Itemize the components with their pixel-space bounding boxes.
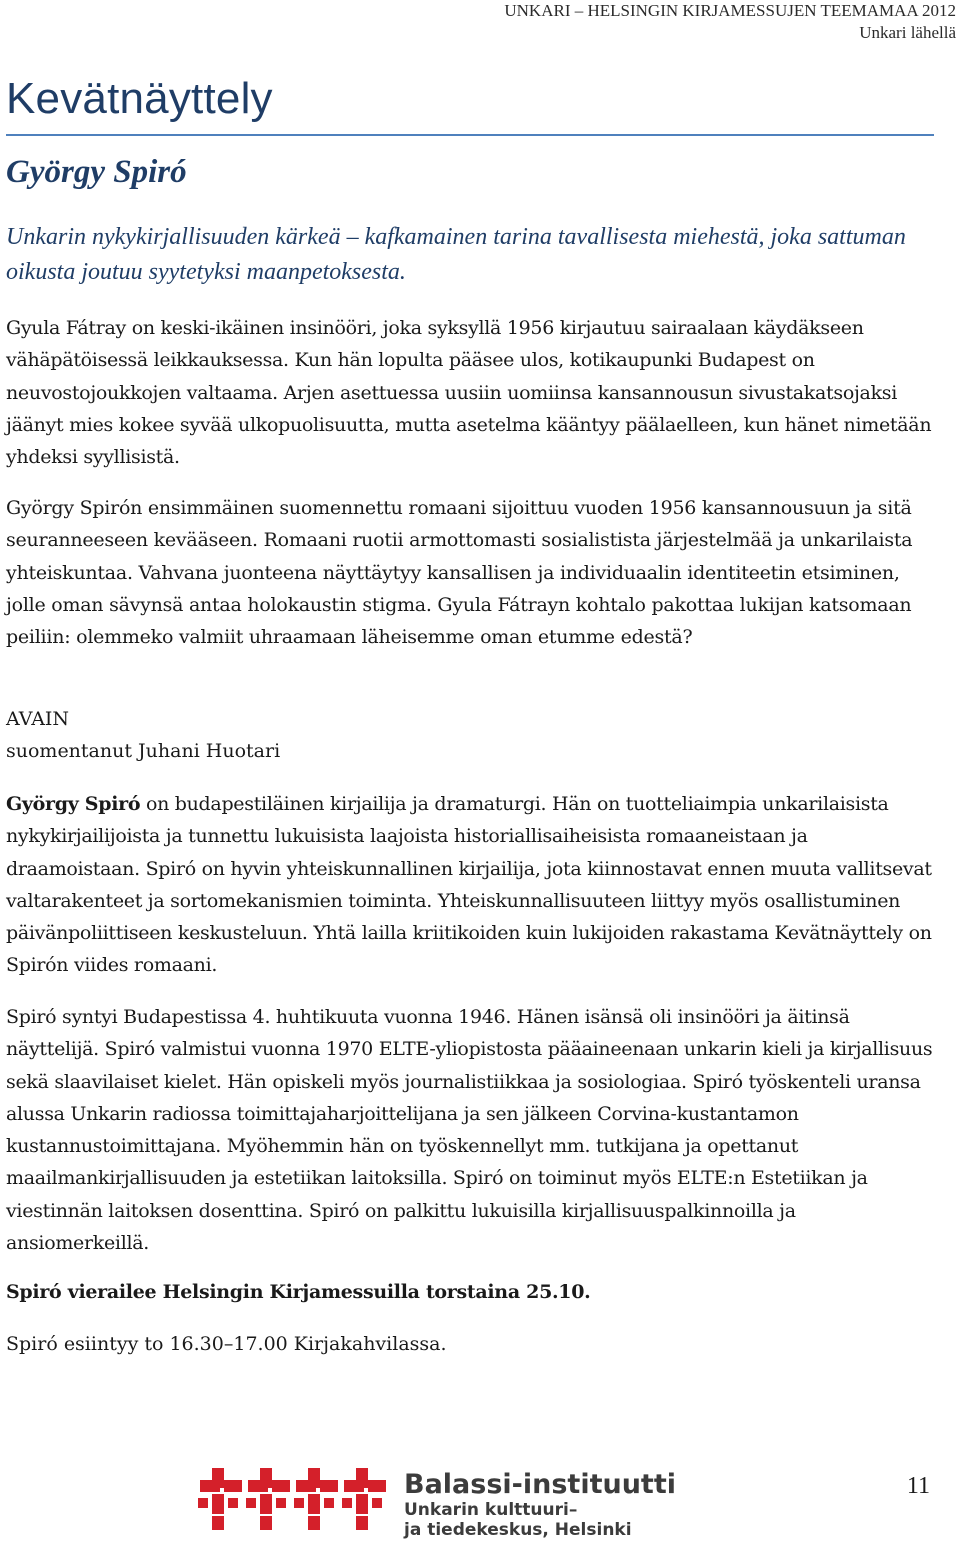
institute-subtitle-1: Unkarin kulttuuri– [404, 1500, 578, 1520]
tagline: Unkarin nykykirjallisuuden kärkeä – kafkamainen tarina tavallisesta miehestä, joka sattuman oikusta joutuu syytetyksi maanpetoksesta. [6, 224, 906, 285]
institute-subtitle-2: ja tiedekeskus, Helsinki [404, 1520, 632, 1540]
emblem-motif-3 [294, 1468, 338, 1530]
balassi-logo-text [404, 1470, 676, 1540]
emblem-motif-2 [246, 1468, 290, 1530]
appearance-time: Spiró esiintyy to 16.30–17.00 Kirjakahvilassa. [6, 1333, 447, 1355]
publisher-info [6, 703, 936, 768]
author-heading: György Spiró [6, 154, 187, 190]
author-bio-paragraph [6, 788, 936, 982]
page-title: Kevätnäyttely [6, 74, 273, 123]
synopsis-paragraph: Gyula Fátray on keski-ikäinen insinööri, joka syksyllä 1956 kirjautuu sairaalaan käydäkseen vähäpätöisessä leikkauksessa. Kun hän lopulta pääsee ulos, kotikaupunki Budapest on neuvostojoukkojen valtaama. Arjen asettuessa uusiin uomiinsa kansannousun sivustakatsojaksi jäänyt mies kokee syvää ulkopuolisuutta, mutta asetelma kääntyy päälaelleen, kun hänet nimetään yhdeksi syyllisistä. [6, 317, 932, 469]
header-title: UNKARI – HELSINGIN KIRJAMESSUJEN TEEMAMAA 2012 [504, 1, 956, 20]
publisher-name: AVAIN [6, 708, 70, 730]
title-divider [6, 134, 934, 136]
emblem-motif-1 [198, 1468, 242, 1530]
running-header [504, 0, 956, 44]
page-number: 11 [906, 1473, 930, 1499]
emblem-motif-4 [342, 1468, 386, 1530]
balassi-logo-emblem [198, 1466, 394, 1532]
novel-description-paragraph: György Spirón ensimmäinen suomennettu romaani sijoittuu vuoden 1956 kansannousuun ja sitä seuranneeseen kevääseen. Romaani ruotii armottomasti sosialistista järjestelmää ja unkarilaista yhteiskuntaa. Vahvana juonteena näyttäytyy kansallisen ja individuaalin identiteetin etsiminen, jolle oman sävynsä antaa holokaustin stigma. Gyula Fátrayn kohtalo pakottaa lukijan katsomaan peiliin: olemmeko valmiit uhraamaan läheisemme oman etumme edestä? [6, 497, 913, 649]
author-bio-text: on budapestiläinen kirjailija ja dramaturgi. Hän on tuotteliaimpia unkarilaisista nykykirjailijoista ja tunnettu lukuisista laajoista historiallisaiheisista romaaneistaan ja draamoistaan. Spiró on hyvin yhteiskunnallinen kirjailija, jota kiinnostavat ennen muuta vallitsevat valtarakenteet ja sortomekanismien toiminta. Yhteiskunnallisuuteen liittyy myös osallistuminen päivänpoliittiseen keskusteluun. Yhtä lailla kriitikoiden kuin lukijoiden rakastama Kevätnäyttely on Spirón viides romaani. [6, 793, 932, 977]
author-career-paragraph: Spiró syntyi Budapestissa 4. huhtikuuta vuonna 1946. Hänen isänsä oli insinööri ja äitinsä näyttelijä. Spiró valmistui vuonna 1970 ELTE-yliopistosta pääaineenaan unkarin kieli ja kirjallisuus sekä slaavilaiset kielet. Hän opiskeli myös journalistiikkaa ja sosiologiaa. Spiró työskenteli uransa alussa Unkarin radiossa toimittajaharjoittelijana ja sen jälkeen Corvina-kustantamon kustannustoimittajana. Myöhemmin hän on työskennellyt mm. tutkijana ja opettanut maailmankirjallisuuden ja estetiikan laitoksilla. Spiró on toiminut myös ELTE:n Estetiikan ja viestinnän laitoksen dosenttina. Spiró on palkittu lukuisilla kirjallisuuspalkinnoilla ja ansiomerkeillä. [6, 1006, 933, 1255]
visit-announcement: Spiró vierailee Helsingin Kirjamessuilla torstaina 25.10. [6, 1281, 591, 1303]
institute-name: Balassi-instituutti [404, 1469, 677, 1500]
translator-line: suomentanut Juhani Huotari [6, 740, 281, 763]
header-subtitle: Unkari lähellä [859, 23, 956, 42]
author-name-bold: György Spiró [6, 793, 141, 815]
